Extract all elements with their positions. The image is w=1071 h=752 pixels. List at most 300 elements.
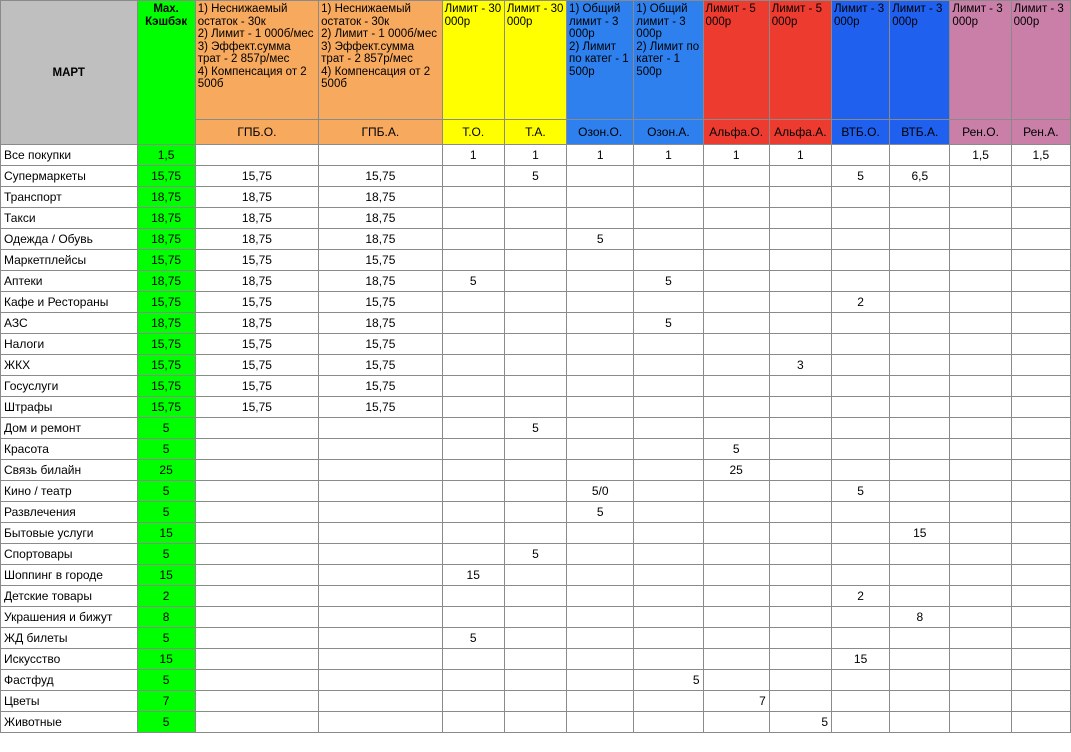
value-cell-gpb_a[interactable] [319,502,442,523]
value-cell-gpb_o[interactable]: 15,75 [195,250,318,271]
value-cell-ren_a[interactable] [1011,292,1070,313]
value-cell-vtb_o[interactable]: 2 [832,586,890,607]
value-cell-ren_a[interactable] [1011,187,1070,208]
value-cell-ozon_o[interactable] [567,313,634,334]
value-cell-ozon_o[interactable] [567,376,634,397]
value-cell-t_o[interactable]: 5 [442,628,504,649]
value-cell-gpb_o[interactable]: 18,75 [195,313,318,334]
value-cell-ozon_o[interactable] [567,250,634,271]
category-cell[interactable]: Кафе и Рестораны [1,292,138,313]
value-cell-gpb_o[interactable]: 15,75 [195,292,318,313]
category-cell[interactable]: ЖКХ [1,355,138,376]
value-cell-gpb_o[interactable] [195,607,318,628]
conditions-cell-gpb_o[interactable]: 1) Неснижаемый остаток - 30к 2) Лимит - 1 000б/мес 3) Эффект.сумма трат - 2 857р/мес 4) Компенсация от 2 500б [195,1,318,120]
value-cell-t_a[interactable] [504,691,566,712]
value-cell-t_a[interactable]: 5 [504,166,566,187]
value-cell-gpb_o[interactable] [195,649,318,670]
value-cell-alfa_o[interactable]: 25 [703,460,769,481]
value-cell-ren_o[interactable] [950,670,1011,691]
value-cell-alfa_a[interactable] [769,166,831,187]
value-cell-alfa_a[interactable] [769,397,831,418]
value-cell-gpb_a[interactable]: 15,75 [319,334,442,355]
value-cell-ozon_o[interactable] [567,712,634,733]
value-cell-ren_o[interactable] [950,649,1011,670]
value-cell-gpb_a[interactable] [319,460,442,481]
value-cell-ren_a[interactable] [1011,691,1070,712]
value-cell-alfa_a[interactable] [769,586,831,607]
value-cell-vtb_o[interactable] [832,544,890,565]
category-cell[interactable]: Искусство [1,649,138,670]
value-cell-alfa_o[interactable] [703,292,769,313]
value-cell-t_o[interactable] [442,313,504,334]
value-cell-ren_o[interactable] [950,523,1011,544]
value-cell-ozon_o[interactable] [567,334,634,355]
conditions-cell-gpb_a[interactable]: 1) Неснижаемый остаток - 30к 2) Лимит - 1 000б/мес 3) Эффект.сумма трат - 2 857р/мес 4) Компенсация от 2 500б [319,1,442,120]
value-cell-vtb_a[interactable] [890,355,950,376]
value-cell-vtb_o[interactable] [832,418,890,439]
value-cell-vtb_a[interactable] [890,271,950,292]
column-header-alfa_a[interactable]: Альфа.А. [769,120,831,145]
value-cell-gpb_o[interactable] [195,544,318,565]
value-cell-t_a[interactable] [504,229,566,250]
value-cell-vtb_o[interactable] [832,565,890,586]
value-cell-ren_o[interactable] [950,355,1011,376]
value-cell-gpb_a[interactable] [319,649,442,670]
value-cell-ozon_a[interactable] [634,502,703,523]
value-cell-gpb_a[interactable]: 18,75 [319,313,442,334]
max-cashback-cell[interactable]: 7 [137,691,195,712]
value-cell-vtb_o[interactable] [832,607,890,628]
value-cell-alfa_a[interactable] [769,691,831,712]
value-cell-ozon_a[interactable] [634,292,703,313]
value-cell-vtb_o[interactable] [832,208,890,229]
value-cell-alfa_o[interactable] [703,334,769,355]
value-cell-ren_a[interactable] [1011,649,1070,670]
value-cell-gpb_o[interactable]: 15,75 [195,376,318,397]
value-cell-t_a[interactable] [504,628,566,649]
value-cell-ren_a[interactable] [1011,397,1070,418]
value-cell-alfa_a[interactable] [769,271,831,292]
max-cashback-cell[interactable]: 2 [137,586,195,607]
value-cell-vtb_a[interactable] [890,712,950,733]
value-cell-ren_o[interactable] [950,481,1011,502]
value-cell-alfa_o[interactable]: 1 [703,145,769,166]
max-cashback-cell[interactable]: 15,75 [137,397,195,418]
value-cell-alfa_o[interactable] [703,250,769,271]
value-cell-vtb_o[interactable] [832,355,890,376]
value-cell-ren_a[interactable] [1011,544,1070,565]
value-cell-ozon_o[interactable] [567,292,634,313]
value-cell-vtb_o[interactable] [832,397,890,418]
value-cell-gpb_a[interactable]: 15,75 [319,397,442,418]
value-cell-alfa_a[interactable] [769,460,831,481]
value-cell-gpb_o[interactable] [195,439,318,460]
value-cell-vtb_o[interactable]: 15 [832,649,890,670]
value-cell-t_o[interactable] [442,586,504,607]
conditions-cell-ren_o[interactable]: Лимит - 3 000р [950,1,1011,120]
column-header-t_a[interactable]: Т.А. [504,120,566,145]
value-cell-alfa_o[interactable] [703,607,769,628]
value-cell-vtb_o[interactable] [832,523,890,544]
max-cashback-cell[interactable]: 5 [137,544,195,565]
value-cell-gpb_o[interactable] [195,523,318,544]
value-cell-gpb_a[interactable]: 15,75 [319,355,442,376]
value-cell-t_o[interactable] [442,691,504,712]
max-cashback-cell[interactable]: 5 [137,502,195,523]
value-cell-ozon_o[interactable] [567,166,634,187]
max-cashback-cell[interactable]: 5 [137,481,195,502]
max-cashback-cell[interactable]: 18,75 [137,187,195,208]
value-cell-ren_a[interactable] [1011,607,1070,628]
value-cell-alfa_o[interactable]: 5 [703,439,769,460]
value-cell-gpb_a[interactable] [319,523,442,544]
value-cell-gpb_o[interactable] [195,460,318,481]
value-cell-ren_o[interactable] [950,691,1011,712]
value-cell-vtb_o[interactable]: 5 [832,481,890,502]
value-cell-ozon_o[interactable] [567,565,634,586]
value-cell-t_a[interactable] [504,586,566,607]
value-cell-alfa_a[interactable] [769,229,831,250]
value-cell-alfa_a[interactable]: 1 [769,145,831,166]
conditions-cell-vtb_o[interactable]: Лимит - 3 000р [832,1,890,120]
value-cell-gpb_a[interactable]: 18,75 [319,271,442,292]
category-cell[interactable]: Красота [1,439,138,460]
value-cell-alfa_o[interactable] [703,586,769,607]
value-cell-alfa_a[interactable] [769,439,831,460]
value-cell-ozon_o[interactable]: 1 [567,145,634,166]
value-cell-vtb_a[interactable] [890,208,950,229]
category-cell[interactable]: Детские товары [1,586,138,607]
value-cell-vtb_a[interactable] [890,439,950,460]
column-header-gpb_o[interactable]: ГПБ.О. [195,120,318,145]
category-cell[interactable]: Налоги [1,334,138,355]
value-cell-ren_o[interactable] [950,544,1011,565]
column-header-vtb_a[interactable]: ВТБ.А. [890,120,950,145]
value-cell-ren_o[interactable] [950,628,1011,649]
max-cashback-cell[interactable]: 15,75 [137,250,195,271]
value-cell-vtb_a[interactable] [890,334,950,355]
value-cell-ozon_a[interactable]: 1 [634,145,703,166]
value-cell-vtb_a[interactable] [890,418,950,439]
value-cell-vtb_a[interactable] [890,649,950,670]
value-cell-ozon_o[interactable] [567,355,634,376]
value-cell-alfa_o[interactable] [703,229,769,250]
value-cell-ozon_a[interactable] [634,691,703,712]
max-cashback-cell[interactable]: 15,75 [137,166,195,187]
value-cell-alfa_o[interactable] [703,523,769,544]
max-cashback-cell[interactable]: 5 [137,418,195,439]
value-cell-gpb_a[interactable]: 15,75 [319,166,442,187]
conditions-cell-alfa_a[interactable]: Лимит - 5 000р [769,1,831,120]
value-cell-vtb_a[interactable] [890,502,950,523]
value-cell-ren_a[interactable] [1011,586,1070,607]
value-cell-vtb_o[interactable] [832,502,890,523]
value-cell-ozon_a[interactable] [634,460,703,481]
value-cell-ozon_o[interactable] [567,607,634,628]
value-cell-t_o[interactable] [442,208,504,229]
value-cell-vtb_a[interactable] [890,670,950,691]
value-cell-ren_o[interactable] [950,460,1011,481]
value-cell-ren_o[interactable] [950,208,1011,229]
value-cell-ozon_a[interactable] [634,628,703,649]
max-cashback-cell[interactable]: 5 [137,628,195,649]
value-cell-vtb_a[interactable] [890,628,950,649]
conditions-cell-t_o[interactable]: Лимит - 30 000р [442,1,504,120]
value-cell-alfa_a[interactable] [769,628,831,649]
value-cell-alfa_a[interactable] [769,376,831,397]
value-cell-gpb_o[interactable]: 15,75 [195,397,318,418]
value-cell-t_o[interactable]: 5 [442,271,504,292]
value-cell-gpb_o[interactable]: 15,75 [195,355,318,376]
value-cell-t_a[interactable] [504,607,566,628]
value-cell-t_a[interactable]: 1 [504,145,566,166]
value-cell-t_a[interactable]: 5 [504,418,566,439]
value-cell-alfa_a[interactable]: 5 [769,712,831,733]
value-cell-ren_o[interactable] [950,271,1011,292]
value-cell-alfa_a[interactable] [769,565,831,586]
category-cell[interactable]: Дом и ремонт [1,418,138,439]
value-cell-ren_a[interactable] [1011,418,1070,439]
value-cell-gpb_o[interactable] [195,481,318,502]
value-cell-t_a[interactable] [504,439,566,460]
category-cell[interactable]: АЗС [1,313,138,334]
value-cell-gpb_a[interactable] [319,565,442,586]
value-cell-alfa_o[interactable]: 7 [703,691,769,712]
column-header-t_o[interactable]: Т.О. [442,120,504,145]
value-cell-vtb_a[interactable] [890,460,950,481]
value-cell-t_o[interactable] [442,418,504,439]
value-cell-ren_a[interactable] [1011,481,1070,502]
value-cell-ozon_a[interactable] [634,544,703,565]
value-cell-ren_a[interactable] [1011,670,1070,691]
value-cell-ren_o[interactable] [950,502,1011,523]
category-cell[interactable]: Фастфуд [1,670,138,691]
value-cell-vtb_a[interactable] [890,292,950,313]
value-cell-t_o[interactable]: 15 [442,565,504,586]
value-cell-t_o[interactable] [442,523,504,544]
value-cell-ozon_a[interactable] [634,439,703,460]
value-cell-alfa_a[interactable] [769,292,831,313]
value-cell-vtb_o[interactable] [832,376,890,397]
value-cell-gpb_o[interactable]: 18,75 [195,187,318,208]
value-cell-t_o[interactable] [442,292,504,313]
value-cell-t_o[interactable] [442,481,504,502]
column-header-alfa_o[interactable]: Альфа.О. [703,120,769,145]
value-cell-vtb_o[interactable] [832,691,890,712]
value-cell-ren_a[interactable] [1011,439,1070,460]
value-cell-t_o[interactable]: 1 [442,145,504,166]
value-cell-alfa_o[interactable] [703,712,769,733]
value-cell-gpb_a[interactable] [319,586,442,607]
value-cell-alfa_o[interactable] [703,481,769,502]
value-cell-ozon_o[interactable] [567,271,634,292]
max-cashback-cell[interactable]: 5 [137,670,195,691]
value-cell-ren_o[interactable] [950,250,1011,271]
max-cashback-cell[interactable]: 15,75 [137,376,195,397]
value-cell-t_o[interactable] [442,376,504,397]
category-cell[interactable]: Аптеки [1,271,138,292]
value-cell-vtb_a[interactable]: 15 [890,523,950,544]
value-cell-ozon_a[interactable] [634,229,703,250]
value-cell-vtb_a[interactable] [890,544,950,565]
value-cell-ozon_a[interactable] [634,397,703,418]
value-cell-ren_o[interactable] [950,397,1011,418]
value-cell-ren_o[interactable] [950,586,1011,607]
value-cell-gpb_o[interactable] [195,670,318,691]
category-cell[interactable]: Такси [1,208,138,229]
value-cell-ozon_a[interactable]: 5 [634,271,703,292]
value-cell-ozon_o[interactable]: 5/0 [567,481,634,502]
column-header-ren_o[interactable]: Рен.О. [950,120,1011,145]
value-cell-t_a[interactable] [504,355,566,376]
value-cell-ozon_o[interactable] [567,397,634,418]
value-cell-ren_o[interactable] [950,292,1011,313]
value-cell-t_o[interactable] [442,355,504,376]
value-cell-t_a[interactable] [504,271,566,292]
conditions-cell-vtb_a[interactable]: Лимит - 3 000р [890,1,950,120]
value-cell-ozon_o[interactable] [567,439,634,460]
value-cell-alfa_a[interactable]: 3 [769,355,831,376]
value-cell-ren_o[interactable] [950,166,1011,187]
column-header-vtb_o[interactable]: ВТБ.О. [832,120,890,145]
value-cell-alfa_o[interactable] [703,355,769,376]
value-cell-gpb_o[interactable] [195,502,318,523]
value-cell-alfa_o[interactable] [703,649,769,670]
value-cell-vtb_a[interactable] [890,229,950,250]
conditions-cell-ren_a[interactable]: Лимит - 3 000р [1011,1,1070,120]
value-cell-t_a[interactable] [504,481,566,502]
value-cell-vtb_a[interactable] [890,187,950,208]
value-cell-alfa_a[interactable] [769,607,831,628]
value-cell-gpb_a[interactable] [319,481,442,502]
max-cashback-cell[interactable]: 1,5 [137,145,195,166]
value-cell-t_o[interactable] [442,712,504,733]
value-cell-vtb_a[interactable] [890,313,950,334]
value-cell-alfa_a[interactable] [769,649,831,670]
value-cell-vtb_o[interactable] [832,145,890,166]
category-cell[interactable]: Связь билайн [1,460,138,481]
value-cell-vtb_a[interactable] [890,397,950,418]
value-cell-alfa_o[interactable] [703,502,769,523]
value-cell-alfa_a[interactable] [769,481,831,502]
value-cell-alfa_o[interactable] [703,418,769,439]
value-cell-t_a[interactable] [504,670,566,691]
value-cell-t_o[interactable] [442,544,504,565]
value-cell-vtb_a[interactable]: 6,5 [890,166,950,187]
value-cell-t_a[interactable] [504,397,566,418]
category-cell[interactable]: Украшения и бижут [1,607,138,628]
value-cell-vtb_a[interactable] [890,586,950,607]
max-cashback-cell[interactable]: 18,75 [137,271,195,292]
value-cell-gpb_a[interactable] [319,628,442,649]
value-cell-t_o[interactable] [442,397,504,418]
category-cell[interactable]: Развлечения [1,502,138,523]
value-cell-alfa_o[interactable] [703,628,769,649]
conditions-cell-ozon_a[interactable]: 1) Общий лимит - 3 000р 2) Лимит по катег - 1 500р [634,1,703,120]
value-cell-ren_a[interactable] [1011,628,1070,649]
value-cell-vtb_o[interactable] [832,460,890,481]
max-cashback-cell[interactable]: 18,75 [137,229,195,250]
value-cell-ozon_a[interactable] [634,481,703,502]
column-header-ozon_a[interactable]: Озон.А. [634,120,703,145]
value-cell-ozon_o[interactable] [567,187,634,208]
value-cell-t_a[interactable] [504,376,566,397]
value-cell-gpb_o[interactable] [195,691,318,712]
value-cell-vtb_a[interactable] [890,145,950,166]
value-cell-ozon_o[interactable] [567,691,634,712]
value-cell-gpb_o[interactable]: 18,75 [195,208,318,229]
value-cell-ozon_a[interactable] [634,607,703,628]
value-cell-ren_o[interactable]: 1,5 [950,145,1011,166]
value-cell-t_o[interactable] [442,502,504,523]
category-cell[interactable]: Цветы [1,691,138,712]
value-cell-ren_a[interactable]: 1,5 [1011,145,1070,166]
value-cell-ozon_a[interactable] [634,334,703,355]
value-cell-t_o[interactable] [442,166,504,187]
value-cell-alfa_a[interactable] [769,187,831,208]
value-cell-gpb_a[interactable]: 18,75 [319,229,442,250]
value-cell-ren_o[interactable] [950,229,1011,250]
value-cell-ozon_o[interactable] [567,670,634,691]
value-cell-gpb_a[interactable] [319,607,442,628]
value-cell-ren_o[interactable] [950,607,1011,628]
value-cell-t_a[interactable] [504,649,566,670]
value-cell-ren_a[interactable] [1011,460,1070,481]
value-cell-vtb_o[interactable] [832,712,890,733]
value-cell-ozon_a[interactable] [634,712,703,733]
max-cashback-cell[interactable]: 15 [137,565,195,586]
value-cell-t_a[interactable] [504,460,566,481]
value-cell-vtb_a[interactable] [890,481,950,502]
max-cashback-cell[interactable]: 25 [137,460,195,481]
category-cell[interactable]: Транспорт [1,187,138,208]
value-cell-alfa_o[interactable] [703,187,769,208]
value-cell-alfa_o[interactable] [703,208,769,229]
value-cell-gpb_o[interactable]: 15,75 [195,166,318,187]
max-cashback-cell[interactable]: 8 [137,607,195,628]
value-cell-gpb_a[interactable]: 15,75 [319,292,442,313]
category-cell[interactable]: ЖД билеты [1,628,138,649]
value-cell-t_o[interactable] [442,187,504,208]
value-cell-vtb_a[interactable]: 8 [890,607,950,628]
conditions-cell-ozon_o[interactable]: 1) Общий лимит - 3 000р 2) Лимит по катег - 1 500р [567,1,634,120]
value-cell-ren_a[interactable] [1011,523,1070,544]
value-cell-ren_o[interactable] [950,334,1011,355]
category-cell[interactable]: Штрафы [1,397,138,418]
value-cell-t_a[interactable] [504,565,566,586]
value-cell-vtb_o[interactable] [832,670,890,691]
max-cashback-cell[interactable]: 5 [137,439,195,460]
value-cell-t_a[interactable] [504,502,566,523]
max-cashback-cell[interactable]: 15,75 [137,355,195,376]
value-cell-t_o[interactable] [442,229,504,250]
value-cell-alfa_a[interactable] [769,544,831,565]
value-cell-ren_o[interactable] [950,376,1011,397]
value-cell-ozon_a[interactable]: 5 [634,313,703,334]
value-cell-vtb_o[interactable] [832,313,890,334]
value-cell-gpb_o[interactable] [195,712,318,733]
value-cell-t_a[interactable] [504,334,566,355]
value-cell-t_a[interactable] [504,187,566,208]
value-cell-alfa_o[interactable] [703,670,769,691]
value-cell-gpb_a[interactable]: 15,75 [319,376,442,397]
value-cell-gpb_a[interactable]: 18,75 [319,187,442,208]
value-cell-ren_a[interactable] [1011,313,1070,334]
value-cell-gpb_a[interactable]: 15,75 [319,250,442,271]
value-cell-ozon_a[interactable] [634,166,703,187]
value-cell-alfa_o[interactable] [703,397,769,418]
value-cell-vtb_a[interactable] [890,691,950,712]
